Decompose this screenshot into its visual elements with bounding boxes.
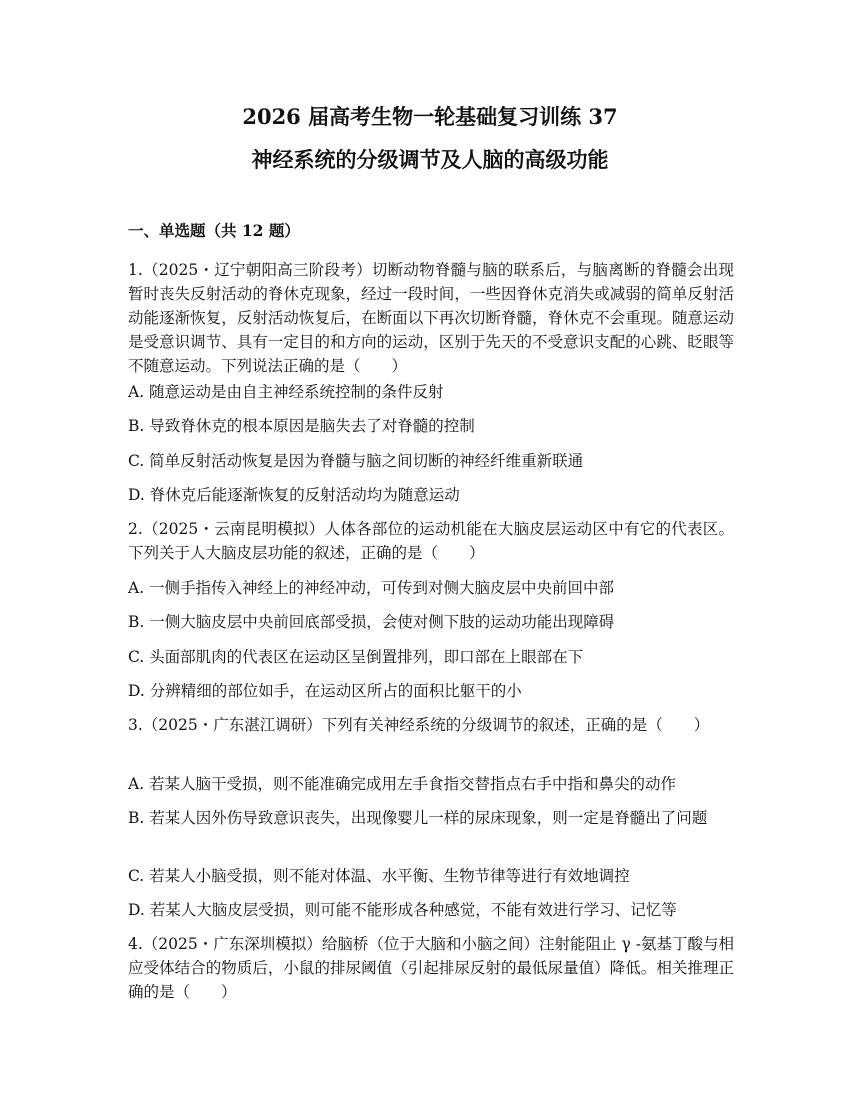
question-1-option-b: B. 导致脊休克的根本原因是脑失去了对脊髓的控制 xyxy=(128,417,475,435)
question-3-option-b: B. 若某人因外伤导致意识丧失，出现像婴儿一样的尿床现象，则一定是脊髓出了问题 xyxy=(128,809,708,827)
question-1-option-d: D. 脊休克后能逐渐恢复的反射活动均为随意运动 xyxy=(128,486,460,504)
section-header: 一、单选题（共 12 题） xyxy=(128,221,300,240)
question-2-stem: 2.（2025・云南昆明模拟）人体各部位的运动机能在大脑皮层运动区中有它的代表区。下列关于人大脑皮层功能的叙述，正确的是（ ） xyxy=(128,520,734,562)
question-2-option-c: C. 头面部肌肉的代表区在运动区呈倒置排列，即口部在上眼部在下 xyxy=(128,648,584,666)
question-3-stem: 3.（2025・广东湛江调研）下列有关神经系统的分级调节的叙述，正确的是（ ） xyxy=(128,716,710,734)
question-3-option-a: A. 若某人脑干受损，则不能准确完成用左手食指交替指点右手中指和鼻尖的动作 xyxy=(128,775,677,793)
question-1-stem: 1.（2025・辽宁朝阳高三阶段考）切断动物脊髓与脑的联系后，与脑离断的脊髓会出现暂时丧失反射活动的脊休克现象，经过一段时间，一些因脊休克消失或减弱的简单反射活动能逐渐恢复，反射活动恢复后，在断面以下再次切断脊髓，脊休克不会重现。随意运动是受意识调节、具有一定目的和方向的运动，区别于先天的不受意识支配的心跳、眨眼等不随意运动。下列说法正确的是（ ） xyxy=(128,261,734,375)
document-title: 2026 届高考生物一轮基础复习训练 37 xyxy=(242,104,618,129)
question-3-option-d: D. 若某人大脑皮层受损，则可能不能形成各种感觉，不能有效进行学习、记忆等 xyxy=(128,901,677,919)
question-2-option-b: B. 一侧大脑皮层中央前回底部受损，会使对侧下肢的运动功能出现障碍 xyxy=(128,613,615,631)
question-3-option-c: C. 若某人小脑受损，则不能对体温、水平衡、生物节律等进行有效地调控 xyxy=(128,867,630,885)
question-1-option-c: C. 简单反射活动恢复是因为脊髓与脑之间切断的神经纤维重新联通 xyxy=(128,452,584,470)
question-2-option-a: A. 一侧手指传入神经上的神经冲动，可传到对侧大脑皮层中央前回中部 xyxy=(128,579,615,597)
question-2-option-d: D. 分辨精细的部位如手，在运动区所占的面积比躯干的小 xyxy=(128,682,522,700)
question-1-option-a: A. 随意运动是由自主神经系统控制的条件反射 xyxy=(128,383,444,401)
document-subtitle: 神经系统的分级调节及人脑的高级功能 xyxy=(251,147,609,172)
question-4-stem: 4.（2025・广东深圳模拟）给脑桥（位于大脑和小脑之间）注射能阻止 γ -氨基丁酸与相应受体结合的物质后，小鼠的排尿阈值（引起排尿反射的最低尿量值）降低。相关推理正确的是（ ） xyxy=(128,935,734,1001)
